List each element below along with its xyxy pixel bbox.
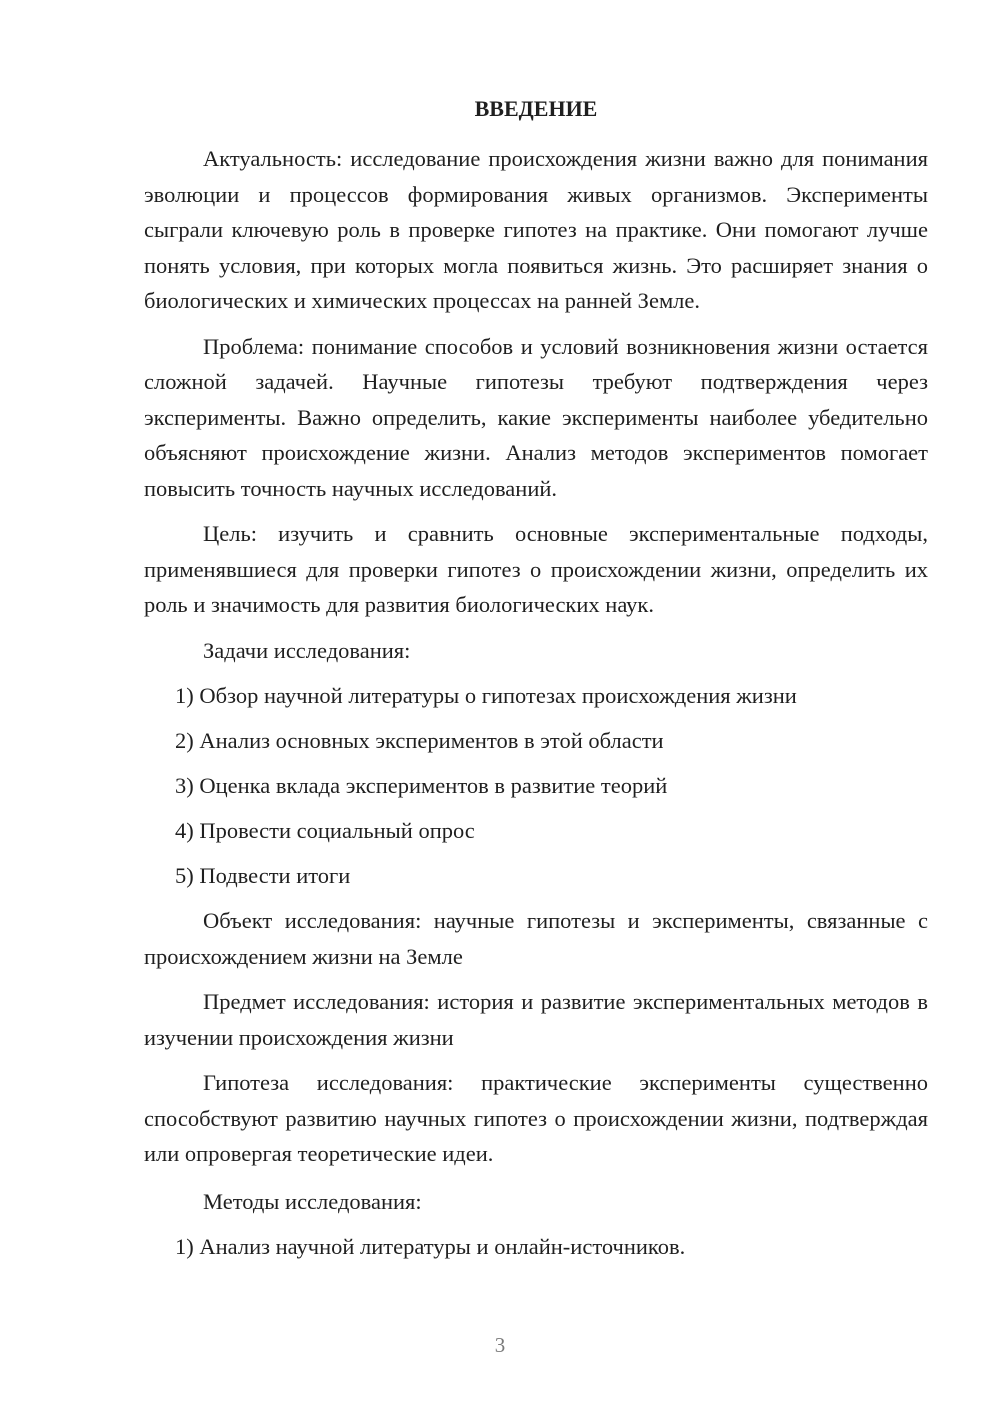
paragraph-relevance: Актуальность: исследование происхождения жизни важно для понимания эволюции и процессов формирования живых организмов. Эксперименты сыграли ключевую роль в проверке гипотез на практике. Они помогают лучше понять условия, при которых могла появиться жизнь. Это расширяет знания о биологических и химических процессах на ранней Земле. <box>144 146 928 313</box>
methods-list <box>144 1229 928 1265</box>
paragraph-goal: Цель: изучить и сравнить основные экспериментальные подходы, применявшиеся для проверки гипотез о происхождении жизни, определить их роль и значимость для развития биологических наук. <box>144 521 928 617</box>
paragraph-subject: Предмет исследования: история и развитие экспериментальных методов в изучении происхождения жизни <box>144 989 928 1050</box>
page-content <box>144 94 928 1274</box>
list-item: 5) Подвести итоги <box>175 863 351 888</box>
page-title: ВВЕДЕНИЕ <box>474 96 598 121</box>
tasks-heading: Задачи исследования: <box>203 637 411 663</box>
methods-heading: Методы исследования: <box>203 1188 422 1214</box>
list-item: 4) Провести социальный опрос <box>175 818 475 843</box>
list-item: 3) Оценка вклада экспериментов в развитие теорий <box>175 773 668 798</box>
tasks-list <box>144 678 928 894</box>
list-item: 1) Анализ научной литературы и онлайн-источников. <box>175 1234 686 1259</box>
paragraph-object: Объект исследования: научные гипотезы и эксперименты, связанные с происхождением жизни на Земле <box>144 908 928 969</box>
list-item: 1) Обзор научной литературы о гипотезах происхождения жизни <box>175 683 797 708</box>
list-item: 2) Анализ основных экспериментов в этой области <box>175 728 664 753</box>
paragraph-problem: Проблема: понимание способов и условий возникновения жизни остается сложной задачей. Научные гипотезы требуют подтверждения через эксперименты. Важно определить, какие эксперименты наиболее убедительно объясняют происхождение жизни. Анализ методов экспериментов помогает повысить точность научных исследований. <box>144 333 928 501</box>
page-number: 3 <box>494 1333 506 1357</box>
paragraph-hypothesis: Гипотеза исследования: практические эксперименты существенно способствуют развитию научных гипотез о происхождении жизни, подтверждая или опровергая теоретические идеи. <box>144 1070 928 1166</box>
